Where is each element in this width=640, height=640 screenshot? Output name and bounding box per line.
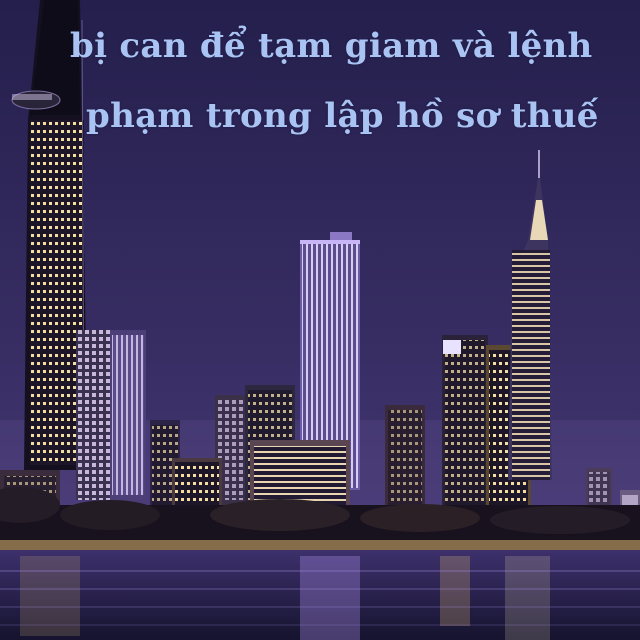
caption-overlay (0, 0, 640, 150)
river (0, 550, 640, 640)
caption-line-2: phạm trong lập hồ sơ thuế (86, 96, 599, 136)
caption-line-1: bị can để tạm giam và lệnh (70, 26, 593, 66)
